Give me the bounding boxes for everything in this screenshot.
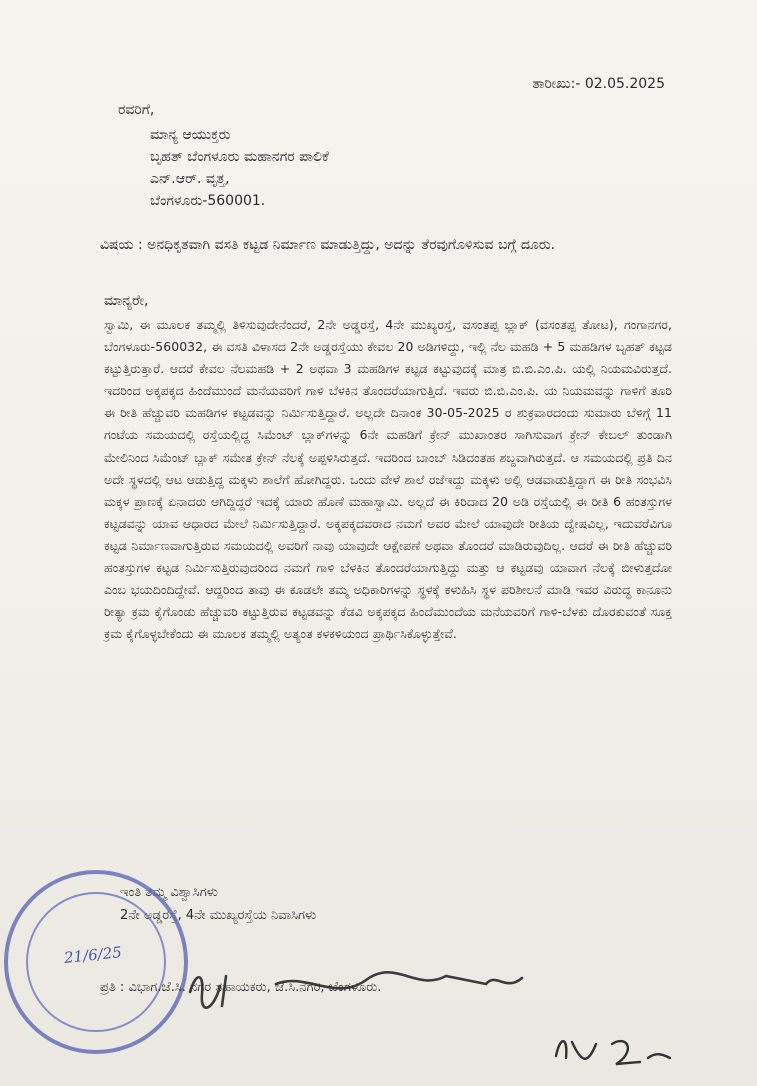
copy-to-line: ಪ್ರತಿ : ವಿಭಾಗ.ಜೆ.ಸಿ. ನಗರ ಸಹಾಯಕರು, ಜೆ.ಸಿ.ನಗರ, ಬೆಂಗಳೂರು. — [100, 980, 382, 995]
address-line: ಬೆಂಗಳೂರು-560001. — [150, 193, 266, 209]
subject-line: ವಿಷಯ : ಅನಧಿಕೃತವಾಗಿ ವಸತಿ ಕಟ್ಟಡ ನಿರ್ಮಾಣ ಮಾಡುತ್ತಿದ್ದು, ಅದನ್ನು ತೆರವುಗೊಳಿಸುವ ಬಗ್ಗೆ ದೂರು. — [100, 237, 556, 253]
handwritten-page-mark — [552, 1030, 672, 1070]
address-line: ಬೃಹತ್ ಬೆಂಗಳೂರು ಮಹಾನಗರ ಪಾಲಿಕೆ — [150, 149, 329, 165]
letter-date: ತಾರೀಖು:- 02.05.2025 — [532, 76, 665, 92]
sender-line: 2ನೇ ಅಡ್ಡರಸ್ತೆ, 4ನೇ ಮುಖ್ಯರಸ್ತೆಯ ನಿವಾಸಿಗಳು — [120, 908, 317, 923]
letter-body: ಸ್ವಾಮಿ, ಈ ಮೂಲಕ ತಮ್ಮಲ್ಲಿ ತಿಳಿಸುವುದೇನೆಂದರೆ, 2ನೇ ಅಡ್ಡರಸ್ತೆ, 4ನೇ ಮುಖ್ಯರಸ್ತೆ, ವಸಂತಪ್ಪ ಬ್ಲಾಕ್ (ವಸಂತಪ್ಪ ತೋಟ), ಗಂಗಾನಗರ, ಬೆಂಗಳೂರು-560032, ಈ ವಸತಿ ವಿಳಾಸದ 2ನೇ ಅಡ್ಡರಸ್ತೆಯು ಕೇವಲ 20 ಅಡಿಗಳಿದ್ದು, ಇಲ್ಲಿ ನೆಲ ಮಹಡಿ + 5 ಮಹಡಿಗಳ ಬೃಹತ್ ಕಟ್ಟಡ ಕಟ್ಟುತ್ತಿರುತ್ತಾರೆ. ಆದರೆ ಕೇವಲ ನೆಲಮಹಡಿ + 2 ಅಥವಾ 3 ಮಹಡಿಗಳ ಕಟ್ಟಡ ಕಟ್ಟುವುದಕ್ಕೆ ಮಾತ್ರ ಬಿ.ಬಿ.ಎಂ.ಪಿ. ಯಲ್ಲಿ ನಿಯಮವಿರುತ್ತದೆ. ಇದರಿಂದ ಅಕ್ಕಪಕ್ಕದ ಹಿಂದೆಮುಂದೆ ಮನೆಯವರಿಗೆ ಗಾಳಿ ಬೆಳಕಿನ ತೊಂದರೆಯಾಗುತ್ತಿದೆ. ಇವರು ಬಿ.ಬಿ.ಎಂ.ಪಿ. ಯ ನಿಯಮವನ್ನು ಗಾಳಿಗೆ ತೂರಿ ಈ ರೀತಿ ಹೆಚ್ಚುವರಿ ಮಹಡಿಗಳ ಕಟ್ಟಡವನ್ನು ನಿರ್ಮಿಸುತ್ತಿದ್ದಾರೆ. ಅಲ್ಲದೇ ದಿನಾಂಕ 30-05-2025 ರ ಶುಕ್ರವಾರದಂದು ಸುಮಾರು ಬೆಳಿಗ್ಗೆ 11 ಗಂಟೆಯ ಸಮಯದಲ್ಲಿ ರಸ್ತೆಯಲ್ಲಿದ್ದ ಸಿಮೆಂಟ್ ಬ್ಲಾಕ್‌ಗಳನ್ನು 6ನೇ ಮಹಡಿಗೆ ಕ್ರೇನ್ ಮುಖಾಂತರ ಸಾಗಿಸುವಾಗ ಕ್ರೇನ್ ಕೇಬಲ್ ತುಂಡಾಗಿ ಮೇಲಿನಿಂದ ಸಿಮೆಂಟ್ ಬ್ಲಾಕ್ ಸಮೇತ ಕ್ರೇನ್ ನೆಲಕ್ಕೆ ಅಪ್ಪಳಿಸಿರುತ್ತದೆ. ಇದರಿಂದ ಬಾಂಬ್ ಸಿಡಿದಂತಹ ಶಬ್ದವಾಗಿರುತ್ತದೆ. ಆ ಸಮಯದಲ್ಲಿ ಪ್ರತಿ ದಿನ ಅದೇ ಸ್ಥಳದಲ್ಲಿ ಆಟ ಆಡುತ್ತಿದ್ದ ಮಕ್ಕಳು ಶಾಲೆಗೆ ಹೋಗಿದ್ದರು. ಒಂದು ವೇಳೆ ಶಾಲೆ ರಜೆಇದ್ದು ಮಕ್ಕಳು ಅಲ್ಲಿ ಆಡವಾಡುತ್ತಿದ್ದಾಗ ಈ ರೀತಿ ಸಂಭವಿಸಿ ಮಕ್ಕಳ ಪ್ರಾಣಕ್ಕೆ ಏನಾದರು ಆಗಿದ್ದಿದ್ದರೆ ಇದಕ್ಕೆ ಯಾರು ಹೊಣೆ ಮಹಾಸ್ವಾಮಿ. ಅಲ್ಲದೆ ಈ ಕಿರಿದಾದ 20 ಅಡಿ ರಸ್ತೆಯಲ್ಲಿ ಈ ರೀತಿ 6 ಹಂತಸ್ತುಗಳ ಕಟ್ಟಡವನ್ನು ಯಾವ ಆಧಾರದ ಮೇಲೆ ನಿರ್ಮಿಸುತ್ತಿದ್ದಾರೆ. ಅಕ್ಕಪಕ್ಕದವರಾದ ನಮಗೆ ಅವರ ಮೇಲೆ ಯಾವುದೇ ರೀತಿಯ ದ್ವೇಷವಿಲ್ಲ, ಇದುವರೆವಿಗೂ ಕಟ್ಟಡ ನಿರ್ಮಾಣವಾಗುತ್ತಿರುವ ಸಮಯದಲ್ಲಿ ಅವರಿಗೆ ನಾವು ಯಾವುದೇ ಆಕ್ಷೇಪಣೆ ಅಥವಾ ತೊಂದರೆ ಮಾಡಿರುವುದಿಲ್ಲ. ಆದರೆ ಈ ರೀತಿ ಹೆಚ್ಚುವರಿ ಹಂತಸ್ತುಗಳ ಕಟ್ಟಡ ನಿರ್ಮಿಸುತ್ತಿರುವುದರಿಂದ ನಮಗೆ ಗಾಳಿ ಬೆಳಕಿನ ತೊಂದರೆಯಾಗುತ್ತಿದ್ದು ಮತ್ತು ಆ ಕಟ್ಟಡವು ಯಾವಾಗ ನೆಲಕ್ಕೆ ಬೀಳುತ್ತದೋ ಎಂಬ ಭಯದಿಂದಿದ್ದೇವೆ. ಆದ್ದರಿಂದ ತಾವು ಈ ಕೂಡಲೇ ತಮ್ಮ ಅಧಿಕಾರಿಗಳನ್ನು ಸ್ಥಳಕ್ಕೆ ಕಳುಹಿಸಿ ಸ್ಥಳ ಪರಿಶೀಲನೆ ಮಾಡಿ ಇವರ ವಿರುದ್ಧ ಕಾನೂನು ರೀತ್ಯಾ ಕ್ರಮ ಕೈಗೊಂಡು ಹೆಚ್ಚುವರಿ ಕಟ್ಟುತ್ತಿರುವ ಕಟ್ಟಡವನ್ನು ಕೆಡವಿ ಅಕ್ಕಪಕ್ಕದ ಹಿಂದೆಮುಂದೆಯ ಮನೆಯವರಿಗೆ ಗಾಳಿ-ಬೆಳಕು ದೊರಕುವಂತೆ ಸೂಕ್ತ ಕ್ರಮ ಕೈಗೊಳ್ಳಬೇಕೆಂದು ಈ ಮೂಲಕ ತಮ್ಮಲ್ಲಿ ಅತ್ಯಂತ ಕಳಕಳಿಯಂದ ಪ್ರಾರ್ಥಿಸಿಕೊಳ್ಳುತ್ತೇವೆ. — [104, 317, 672, 642]
greeting: ಮಾನ್ಯರೇ, — [104, 293, 149, 309]
address-line: ಎನ್.ಆರ್. ವೃತ್ತ, — [150, 171, 230, 187]
office-received-stamp — [4, 870, 188, 1054]
address-line: ಮಾನ್ಯ ಆಯುಕ್ತರು — [150, 127, 231, 143]
closing-line: ಇಂತಿ ತಮ್ಮ ವಿಶ್ವಾಸಿಗಳು — [120, 885, 218, 900]
recipient-salutation: ರವರಿಗೆ, — [118, 102, 155, 118]
recipient-address — [150, 124, 329, 212]
stamp-date: 21/6/25 — [63, 943, 123, 967]
